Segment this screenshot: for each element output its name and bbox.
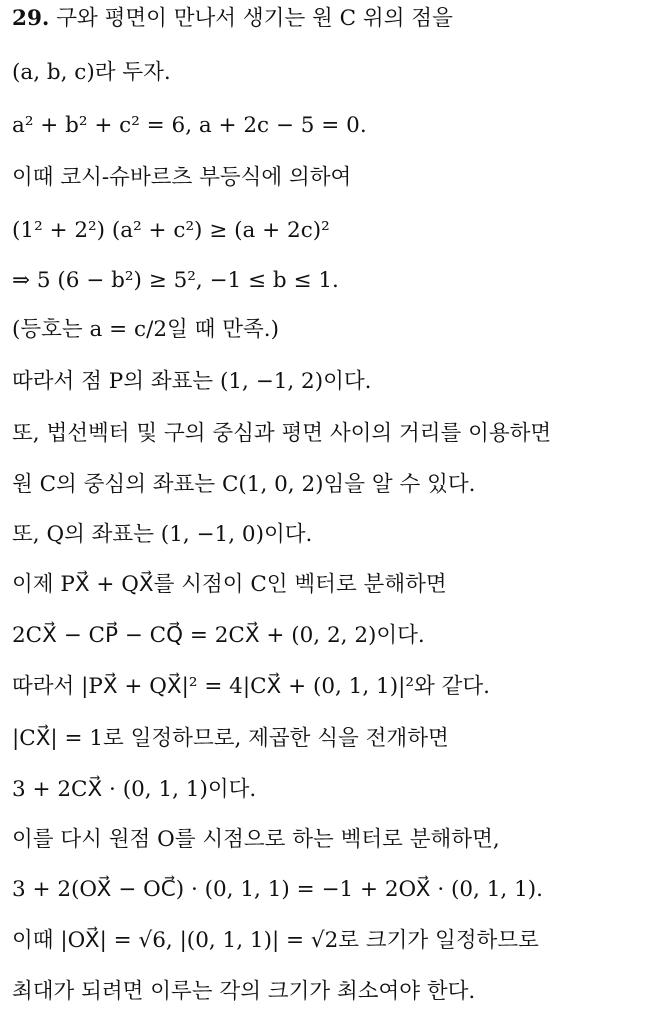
solution-line: (1² + 2²) (a² + c²) ≥ (a + 2c)²	[12, 218, 330, 243]
problem-line-1	[12, 4, 640, 34]
solution-line: 원 C의 중심의 좌표는 C(1, 0, 2)임을 알 수 있다.	[12, 472, 476, 497]
solution-line: 2CX⃗ − CP⃗ − CQ⃗ = 2CX⃗ + (0, 2, 2)이다.	[12, 623, 425, 648]
solution-line: 3 + 2(OX⃗ − OC⃗) · (0, 1, 1) = −1 + 2OX⃗ · (0, 1, 1).	[12, 877, 543, 902]
solution-line: (a, b, c)라 두자.	[12, 60, 171, 85]
solution-line: 또, Q의 좌표는 (1, −1, 0)이다.	[12, 522, 313, 547]
solution-line: 이제 PX⃗ + QX⃗를 시점이 C인 벡터로 분해하면	[12, 572, 447, 597]
solution-line: a² + b² + c² = 6, a + 2c − 5 = 0.	[12, 113, 367, 138]
solution-line: 구와 평면이 만나서 생기는 원 C 위의 점을	[56, 6, 453, 31]
solution-line: ⇒ 5 (6 − b²) ≥ 5², −1 ≤ b ≤ 1.	[12, 268, 339, 293]
solution-line: 따라서 점 P의 좌표는 (1, −1, 2)이다.	[12, 369, 372, 394]
solution-line: 따라서 |PX⃗ + QX⃗|² = 4|CX⃗ + (0, 1, 1)|²와 같다.	[12, 674, 490, 699]
solution-line: (등호는 a = c/2일 때 만족.)	[12, 317, 279, 342]
problem-number: 29.	[12, 6, 50, 31]
solution-line: |CX⃗| = 1로 일정하므로, 제곱한 식을 전개하면	[12, 726, 449, 751]
solution-line: 또, 법선벡터 및 구의 중심과 평면 사이의 거리를 이용하면	[12, 421, 552, 446]
solution-line: 이때 코시-슈바르츠 부등식에 의하여	[12, 165, 352, 190]
solution-line: 이를 다시 원점 O를 시점으로 하는 벡터로 분해하면,	[12, 827, 500, 852]
solution-line: 이때 |OX⃗| = √6, |(0, 1, 1)| = √2로 크기가 일정하므로	[12, 928, 539, 953]
solution-line: 최대가 되려면 이루는 각의 크기가 최소여야 한다.	[12, 979, 476, 1004]
solution-line: 3 + 2CX⃗ · (0, 1, 1)이다.	[12, 777, 257, 802]
